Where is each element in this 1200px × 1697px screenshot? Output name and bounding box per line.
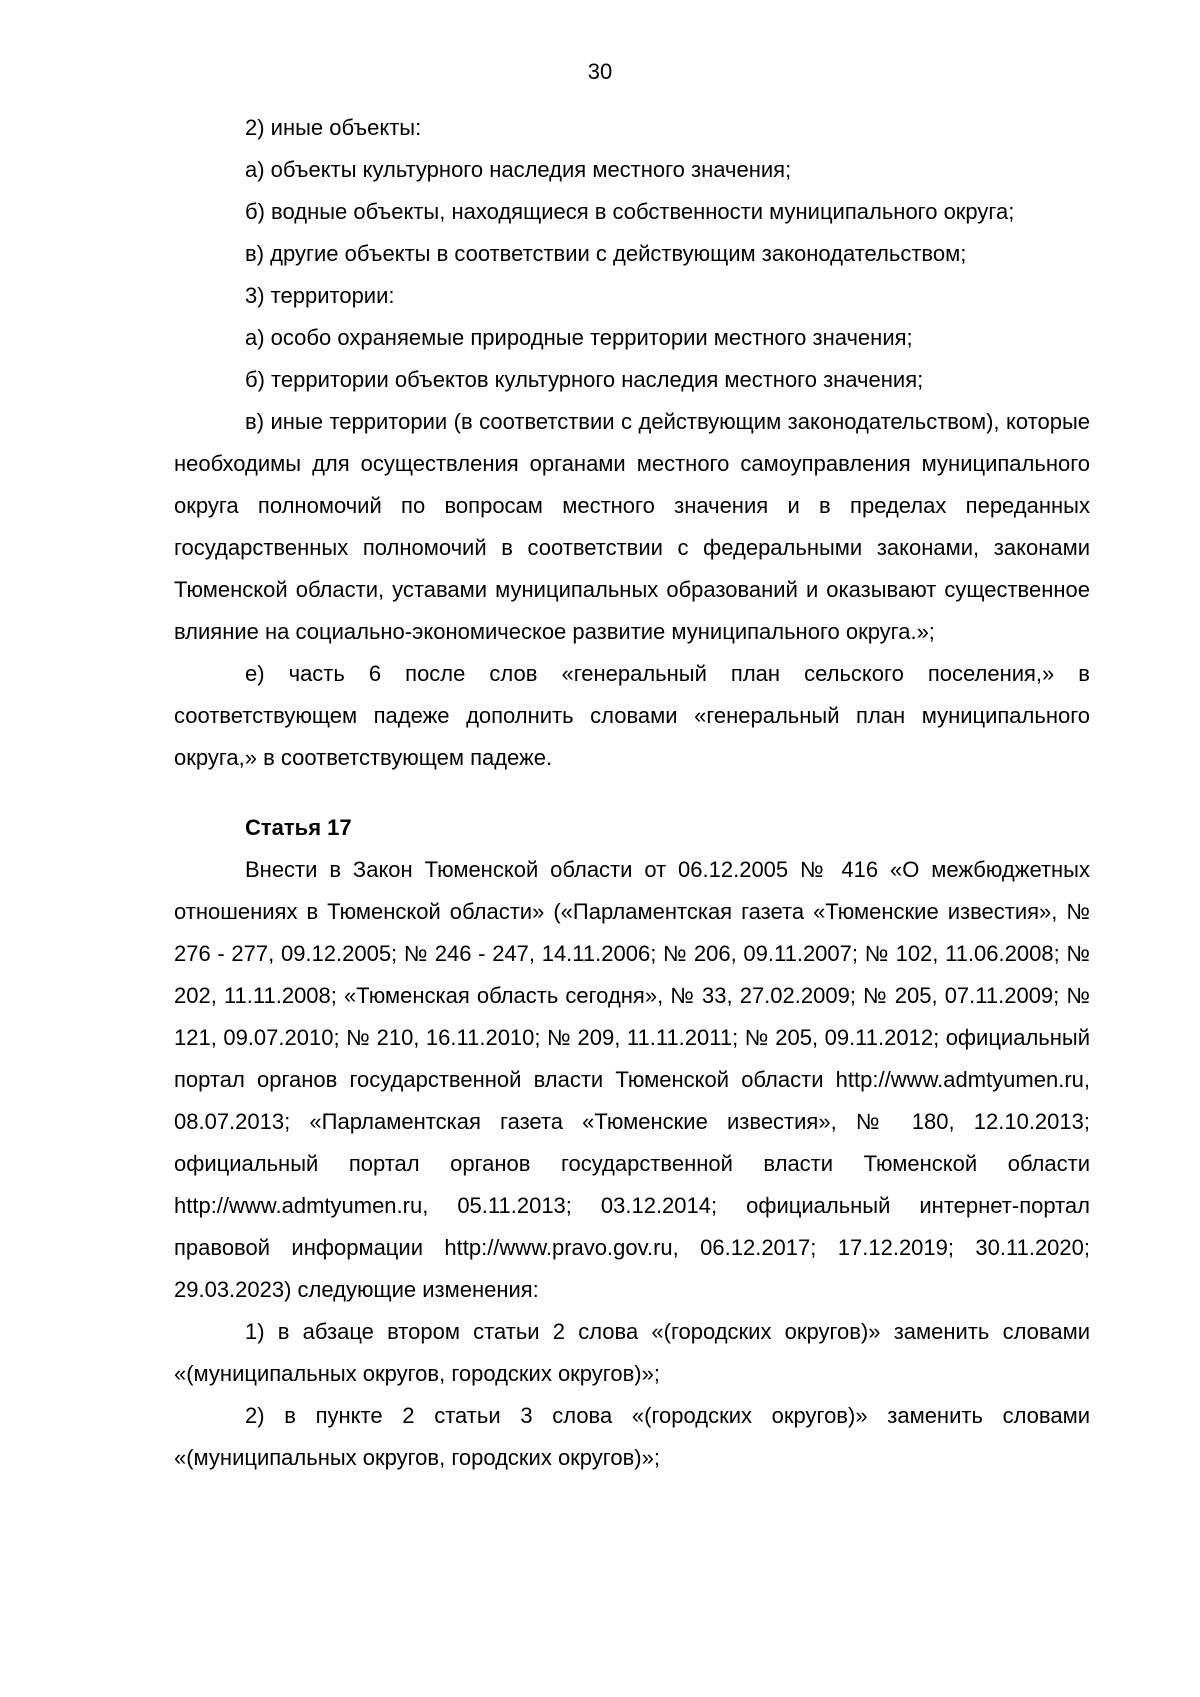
article-heading: Статья 17 <box>245 815 352 840</box>
page-number: 30 <box>587 59 613 84</box>
paragraph-part-6: е) часть 6 после слов «генеральный план сельского поселения,» в соответствующем падеже дополнить словами «генеральный план муниципального округа,» в соответствующем падеже. <box>174 661 1090 770</box>
paragraph-water-objects: б) водные объекты, находящиеся в собственности муниципального округа; <box>245 199 1015 224</box>
paragraph-other-objects-law: в) другие объекты в соответствии с действующим законодательством; <box>245 241 967 266</box>
paragraph-other-territories: в) иные территории (в соответствии с действующим законодательством), которые необходимы для осуществления органами местного самоуправления муниципального округа полномочий по вопросам местного значения и в пределах переданных государственных полномочий в соответствии с федеральными законами, законами Тюменской области, уставами муниципальных образований и оказывают существенное влияние на социально-экономическое развитие муниципального округа.»; <box>174 409 1090 644</box>
paragraph-other-objects: 2) иные объекты: <box>245 115 422 140</box>
article-item-1: 1) в абзаце втором статьи 2 слова «(городских округов)» заменить словами «(муниципальных округов, городских округов)»; <box>174 1319 1090 1386</box>
paragraph-heritage-territories: б) территории объектов культурного наследия местного значения; <box>245 367 924 392</box>
paragraph-cultural-heritage-objects: а) объекты культурного наследия местного значения; <box>245 157 792 182</box>
document-body <box>174 107 1090 1479</box>
paragraph-protected-territories: а) особо охраняемые природные территории местного значения; <box>245 325 913 350</box>
article-item-2: 2) в пункте 2 статьи 3 слова «(городских округов)» заменить словами «(муниципальных округов, городских округов)»; <box>174 1403 1090 1470</box>
paragraph-territories: 3) территории: <box>245 283 395 308</box>
article-intro-paragraph: Внести в Закон Тюменской области от 06.12.2005 № 416 «О межбюджетных отношениях в Тюменской области» («Парламентская газета «Тюменские известия», № 276 - 277, 09.12.2005; № 246 - 247, 14.11.2006; № 206, 09.11.2007; № 102, 11.06.2008; № 202, 11.11.2008; «Тюменская область сегодня», № 33, 27.02.2009; № 205, 07.11.2009; № 121, 09.07.2010; № 210, 16.11.2010; № 209, 11.11.2011; № 205, 09.11.2012; официальный портал органов государственной власти Тюменской области http://www.admtyumen.ru, 08.07.2013; «Парламентская газета «Тюменские известия», № 180, 12.10.2013; официальный портал органов государственной власти Тюменской области http://www.admtyumen.ru, 05.11.2013; 03.12.2014; официальный интернет-портал правовой информации http://www.pravo.gov.ru, 06.12.2017; 17.12.2019; 30.11.2020; 29.03.2023) следующие изменения: <box>174 857 1090 1302</box>
